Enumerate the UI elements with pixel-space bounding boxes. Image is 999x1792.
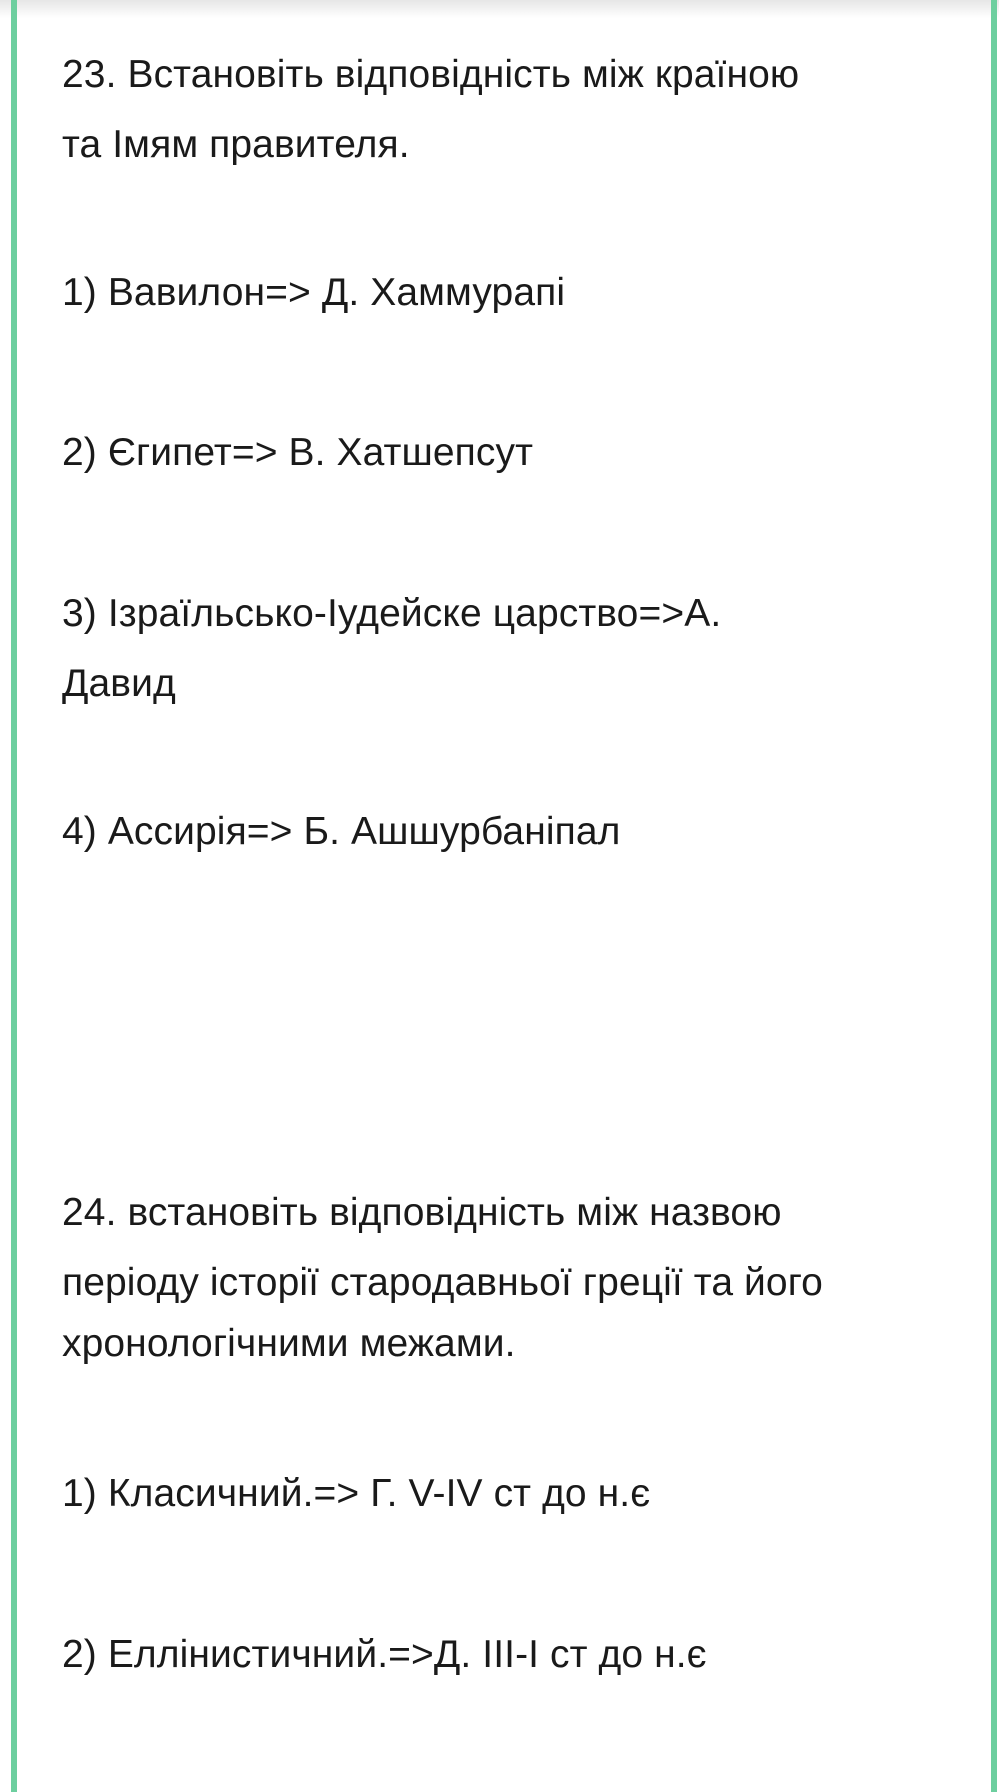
q23-title-line2: та Імям правителя. (62, 123, 410, 166)
q23-item-1: 1) Вавилон=> Д. Хаммурапі (62, 271, 566, 314)
q23-item-4: 4) Ассирія=> Б. Ашшурбаніпал (62, 810, 621, 853)
top-shadow (0, 0, 999, 18)
q23-title-line1: 23. Встановіть відповідність між країною (62, 53, 800, 96)
left-accent-border (11, 0, 17, 1792)
q24-item-2: 2) Еллінистичний.=>Д. III-I ст до н.є (62, 1633, 707, 1676)
q23-item-3-line2: Давид (62, 662, 176, 705)
q24-title-line1: 24. встановіть відповідність між назвою (62, 1191, 782, 1234)
q23-item-2: 2) Єгипет=> В. Хатшепсут (62, 431, 534, 474)
q24-title-line3: хронологічними межами. (62, 1322, 516, 1365)
q24-title-line2: періоду історії стародавньої греції та його (62, 1261, 823, 1304)
right-accent-border (991, 0, 997, 1792)
q23-item-3-line1: 3) Ізраїльсько-Іудейске царство=>А. (62, 592, 722, 635)
q24-item-1: 1) Класичний.=> Г. V-IV ст до н.є (62, 1472, 651, 1515)
